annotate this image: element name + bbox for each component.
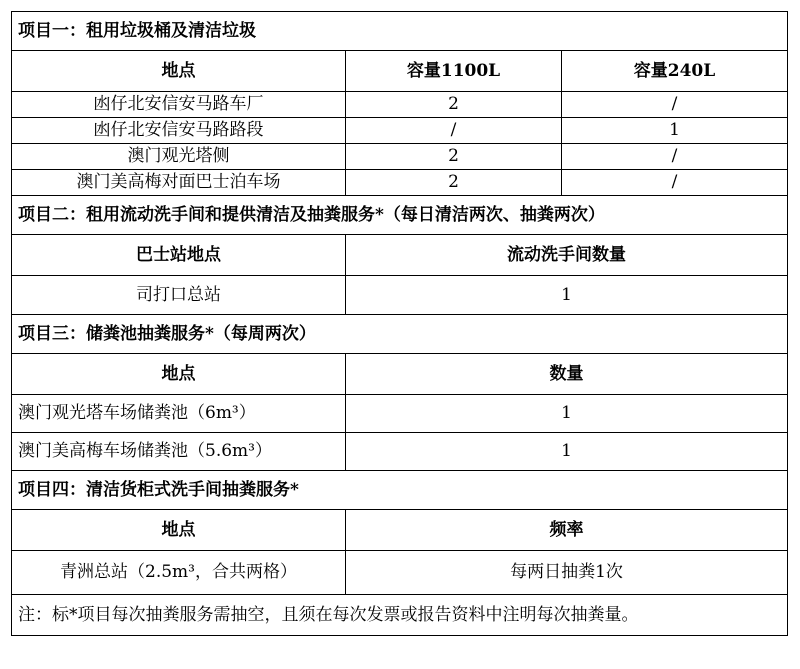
location-cell: 澳门观光塔侧: [12, 144, 346, 170]
qty-240l-cell: /: [562, 92, 788, 118]
service-table-sheet: [11, 11, 788, 636]
project1-header-location: 地点: [12, 51, 346, 92]
project1-header-240l: 容量240L: [562, 51, 788, 92]
location-cell: 凼仔北安信安马路路段: [12, 118, 346, 144]
qty-1100l-cell: /: [346, 118, 562, 144]
project1-header-1100l: 容量1100L: [346, 51, 562, 92]
table-row: [12, 276, 788, 315]
project2-header-location: 巴士站地点: [12, 235, 346, 276]
project2-header-row: [12, 235, 788, 276]
qty-240l-cell: 1: [562, 118, 788, 144]
table-row: [12, 433, 788, 471]
location-cell: 司打口总站: [12, 276, 346, 315]
location-cell: 青洲总站（2.5m³，合共两格）: [12, 551, 346, 595]
project1-header-row: [12, 51, 788, 92]
qty-1100l-cell: 2: [346, 92, 562, 118]
table-row: [12, 551, 788, 595]
qty-240l-cell: /: [562, 170, 788, 196]
service-table: [11, 11, 788, 636]
project3-header-location: 地点: [12, 354, 346, 395]
project3-header-row: [12, 354, 788, 395]
quantity-cell: 1: [346, 433, 788, 471]
project3-title-row: [12, 315, 788, 354]
qty-1100l-cell: 2: [346, 170, 562, 196]
project2-title-row: [12, 196, 788, 235]
location-cell: 澳门观光塔车场储粪池（6m³）: [12, 395, 346, 433]
project3-header-quantity: 数量: [346, 354, 788, 395]
note-text: 注：标*项目每次抽粪服务需抽空，且须在每次发票或报告资料中注明每次抽粪量。: [12, 595, 788, 636]
table-row: [12, 118, 788, 144]
quantity-cell: 1: [346, 276, 788, 315]
project4-header-row: [12, 510, 788, 551]
table-row: [12, 170, 788, 196]
location-cell: 澳门美高梅对面巴士泊车场: [12, 170, 346, 196]
project1-title: 项目一：租用垃圾桶及清洁垃圾: [12, 12, 788, 51]
project4-header-frequency: 频率: [346, 510, 788, 551]
project4-title: 项目四：清洁货柜式洗手间抽粪服务*: [12, 471, 788, 510]
table-row: [12, 144, 788, 170]
project4-title-row: [12, 471, 788, 510]
table-row: [12, 92, 788, 118]
frequency-cell: 每两日抽粪1次: [346, 551, 788, 595]
location-cell: 澳门美高梅车场储粪池（5.6m³）: [12, 433, 346, 471]
project4-header-location: 地点: [12, 510, 346, 551]
project3-title: 项目三：储粪池抽粪服务*（每周两次）: [12, 315, 788, 354]
quantity-cell: 1: [346, 395, 788, 433]
location-cell: 凼仔北安信安马路车厂: [12, 92, 346, 118]
qty-240l-cell: /: [562, 144, 788, 170]
table-row: [12, 395, 788, 433]
qty-1100l-cell: 2: [346, 144, 562, 170]
note-row: [12, 595, 788, 636]
project1-title-row: [12, 12, 788, 51]
project2-title: 项目二：租用流动洗手间和提供清洁及抽粪服务*（每日清洁两次、抽粪两次）: [12, 196, 788, 235]
project2-header-quantity: 流动洗手间数量: [346, 235, 788, 276]
